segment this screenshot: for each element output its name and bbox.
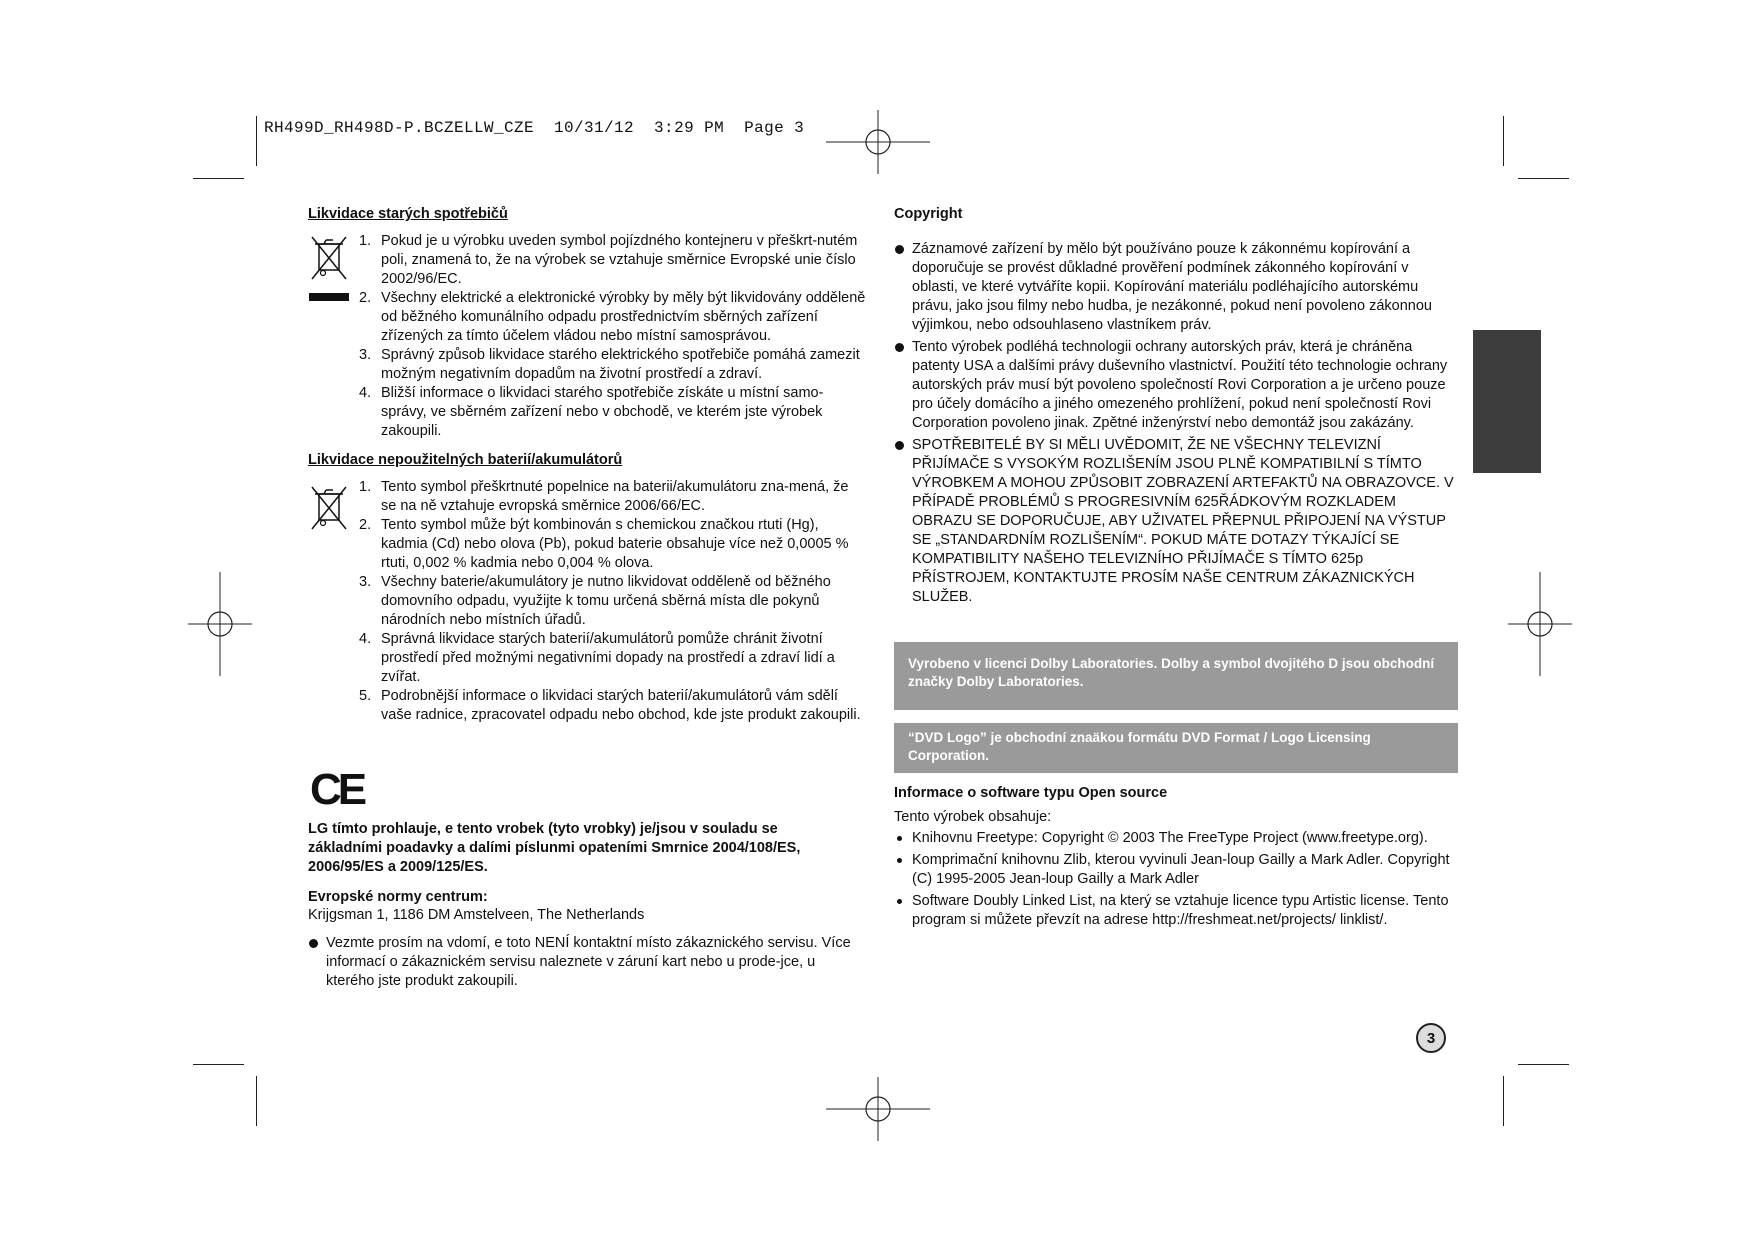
list-item: 1. Pokud je u výrobku uveden symbol pojízdného kontejneru v přeškrt-nutém poli, znamená to, že na výrobek se vztahuje směrnice Evropské unie číslo 2002/96/EC. <box>359 233 858 287</box>
dvd-logo-notice: “DVD Logo” je obchodní znaäkou formátu DVD Format / Logo Licensing Corporation. <box>894 723 1458 773</box>
list-item: Komprimační knihovnu Zlib, kterou vyvinuli Jean-loup Gailly a Mark Adler. Copyright (C) 1995-2005 Jean-loup Gailly a Mark Adler <box>894 851 1454 889</box>
page-number: 3 <box>1416 1023 1446 1053</box>
registration-mark-top <box>826 110 930 174</box>
heading-disposal-appliances: Likvidace starých spotřebičů <box>308 206 508 222</box>
eu-heading: Evropské normy centrum: <box>308 889 488 905</box>
open-source-list <box>894 829 1454 933</box>
heading-open-source: Informace o software typu Open source <box>894 785 1168 801</box>
copyright-bullets <box>894 240 1454 610</box>
eu-notice <box>308 934 864 994</box>
print-slug: RH499D_RH498D-P.BCZELLW_CZE 10/31/12 3:29 PM Page 3 <box>264 119 805 137</box>
crop-mark <box>1503 116 1504 166</box>
crop-mark <box>193 178 244 179</box>
list-item: Software Doubly Linked List, na který se vztahuje licence typu Artistic license. Tento program si můžete převzít na adrese http://freshmeat.net/projects/ linklist/. <box>894 892 1454 930</box>
list-item: SPOTŘEBITELÉ BY SI MĚLI UVĚDOMIT, ŽE NE VŠECHNY TELEVIZNÍ PŘIJÍMAČE S VYSOKÝM ROZLIŠENÍM JSOU PLNĚ KOMPATIBILNÍ S TÍMTO VÝROBKEM A MOHOU ZPŮSOBIT ZOBRAZENÍ ARTEFAKTŮ NA OBRAZOVCE. V PŘÍPADĚ PROBLÉMŮ S PROGRESIVNÍM 625ŘÁDKOVÝM ROZKLADEM OBRAZU SE DOPORUČUJE, ABY UŽIVATEL PŘEPNUL PŘIPOJENÍ NA VÝSTUP SE „STANDARDNÍM ROZLIŠENÍM“. POKUD MÁTE DOTAZY TÝKAJÍCÍ SE KOMPATIBILITY NAŠEHO TELEVIZNÍHO PŘIJÍMAČE S TÍMTO 625p PŘÍSTROJEM, KONTAKTUJTE PROSÍM NAŠE CENTRUM ZÁKAZNICKÝCH SLUŽEB. <box>894 436 1454 607</box>
ce-mark: CE <box>310 765 364 814</box>
registration-mark-bottom <box>826 1077 930 1141</box>
list-item: Záznamové zařízení by mělo být používáno pouze k zákonnému kopírování a doporučuje se provést důkladné prověření podmínek zákonného kopírování v oblasti, ve které vytváříte kopii. Kopírování materiálu podléhajícího autorskému právu, jako jsou filmy nebo hudba, je nezákonné, pokud není povoleno zákonnou výjimkou, nebo odsouhlaseno vlastníkem práv. <box>894 240 1454 335</box>
list-item: 1. Tento symbol přeškrtnuté popelnice na baterii/akumulátoru zna-mená, že se na ně vztahuje evropská směrnice 2006/66/EC. <box>359 479 849 514</box>
list-item: 2. Všechny elektrické a elektronické výrobky by měly být likvidovány odděleně od běžného komunálního odpadu prostřednictvím sběrných zařízení zřízených za tímto účelem vládou nebo místní samosprávou. <box>359 290 866 344</box>
crop-mark <box>1518 178 1569 179</box>
crop-mark <box>1518 1064 1569 1065</box>
list-item: Vezmte prosím na vdomí, e toto NENÍ kontaktní místo zákaznického servisu. Více informací o zákaznickém servisu naleznete v záruní kart nebo u prode-jce, u kterého jste produkt zakoupili. <box>308 934 864 991</box>
disposal-appliances-list <box>359 232 867 441</box>
eu-address: Krijgsman 1, 1186 DM Amstelveen, The Netherlands <box>308 907 645 923</box>
crop-mark <box>256 1076 257 1126</box>
registration-mark-right <box>1508 572 1572 676</box>
list-item: 2. Tento symbol může být kombinován s chemickou značkou rtuti (Hg), kadmia (Cd) nebo olova (Pb), pokud baterie obsahuje více než 0,0005 % rtuti, 0,002 % kadmia nebo 0,004 % olova. <box>359 517 849 571</box>
list-item: 5. Podrobnější informace o likvidaci starých baterií/akumulátorů vám sdělí vaše radnice, zpracovatel odpadu nebo obchod, kde jste produkt zakoupili. <box>359 688 861 723</box>
crop-mark <box>256 116 257 166</box>
crop-mark <box>193 1064 244 1065</box>
heading-disposal-batteries: Likvidace nepoužitelných baterií/akumulátorů <box>308 452 623 468</box>
registration-mark-left <box>188 572 252 676</box>
black-bar-mark <box>309 293 349 301</box>
list-item: 3. Všechny baterie/akumulátory je nutno likvidovat odděleně od běžného domovního odpadu, využijte k tomu určená sběrná místa dle pokynů národních nebo místních úřadů. <box>359 574 831 628</box>
disposal-batteries-list <box>359 478 867 725</box>
list-item: 4. Správná likvidace starých baterií/akumulátorů pomůže chránit životní prostředí před možnými negativními dopady na prostředí a zdraví lidí a zvířat. <box>359 631 835 685</box>
declaration-text: LG tímto prohlauje, e tento vrobek (tyto vrobky) je/jsou v souladu se základními poadavky a dalími píslunmi opateními Smrnice 2004/108/ES, 2006/95/ES a 2009/125/ES. <box>308 821 801 875</box>
crossed-battery-bin-icon <box>309 484 349 532</box>
list-item: Knihovnu Freetype: Copyright © 2003 The FreeType Project (www.freetype.org). <box>894 829 1454 848</box>
list-item: 4. Bližší informace o likvidaci starého spotřebiče získáte u místní samo-správy, ve sběrném zařízení nebo v obchodě, ve kterém jste výrobek zakoupili. <box>359 385 824 439</box>
list-item: Tento výrobek podléhá technologii ochrany autorských práv, která je chráněna patenty USA a dalšími právy duševního vlastnictví. Použití této technologie ochrany autorských práv musí být povoleno společností Rovi Corporation a je určeno pouze pro účely domácího a jiného omezeného prohlížení, pokud není společností Rovi Corporation povoleno jinak. Zpětné inženýrství nebo demontáž jsou zakázány. <box>894 338 1454 433</box>
list-item: 3. Správný způsob likvidace starého elektrického spotřebiče pomáhá zamezit možným negativním dopadům na životní prostředí a zdraví. <box>359 347 860 382</box>
crossed-bin-icon <box>309 234 349 282</box>
dolby-notice: Vyrobeno v licenci Dolby Laboratories. Dolby a symbol dvojitého D jsou obchodní značky Dolby Laboratories. <box>894 642 1458 710</box>
heading-copyright: Copyright <box>894 206 963 222</box>
open-source-intro: Tento výrobek obsahuje: <box>894 809 1052 825</box>
crop-mark <box>1503 1076 1504 1126</box>
section-tab <box>1473 330 1541 473</box>
